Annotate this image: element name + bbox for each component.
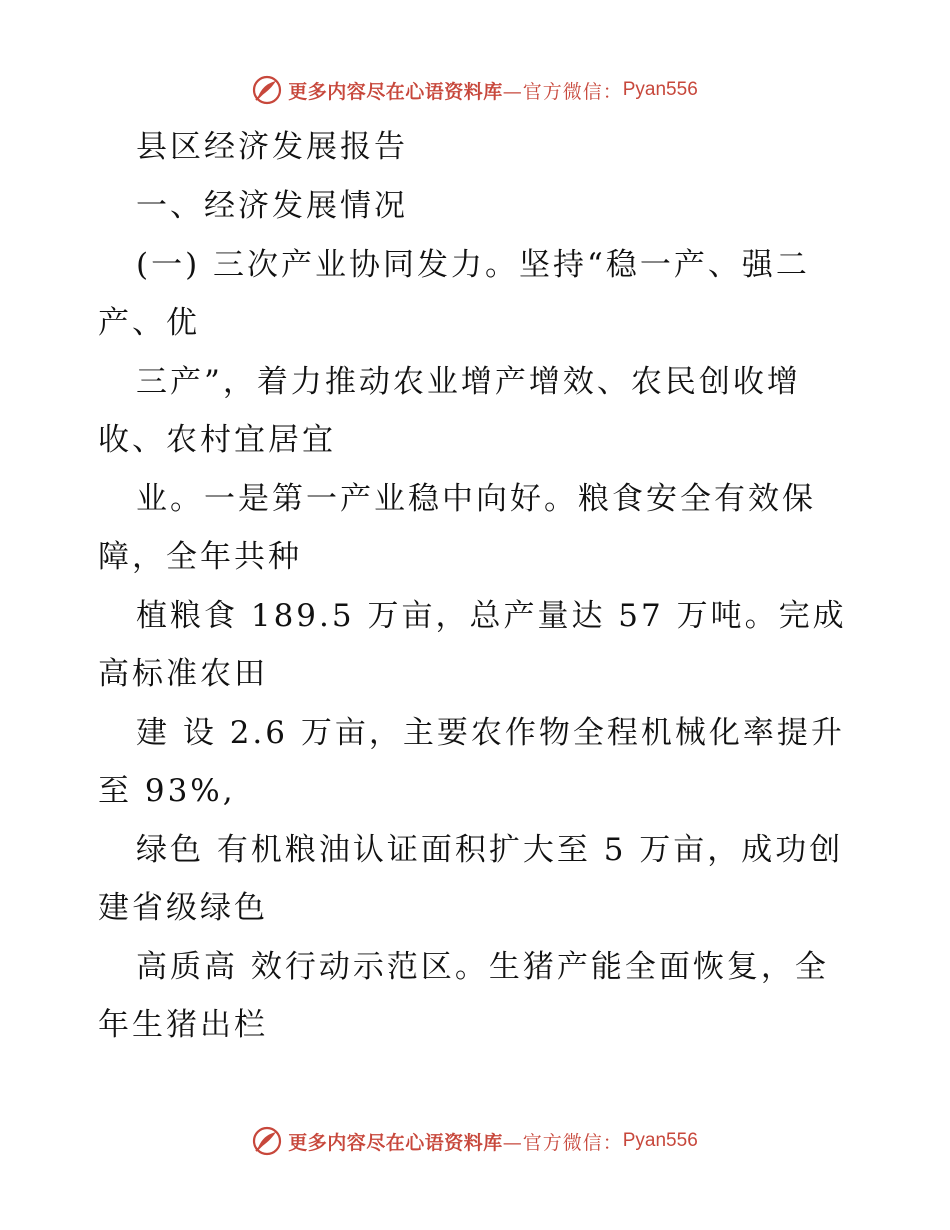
pen-logo-icon: [252, 75, 282, 105]
paragraph-line: 建省级绿色: [98, 890, 268, 926]
paragraph-line: 高标准农田: [98, 656, 268, 692]
header-banner: [0, 70, 950, 110]
paragraph-line: 业。一是第一产业稳中向好。粮食安全有效保: [136, 481, 816, 517]
paragraph-line: 高质高 效行动示范区。生猪产能全面恢复，全: [136, 949, 829, 985]
banner-wechat-id: Pyan556: [622, 1130, 698, 1151]
pen-logo-icon: [252, 1126, 282, 1156]
paragraph-line: 产、优: [98, 305, 200, 341]
paragraph-line: (一) 三次产业协同发力。坚持“稳一产、强二: [136, 247, 810, 283]
document-title: 县区经济发展报告: [136, 129, 408, 165]
footer-banner: [0, 1121, 950, 1161]
section-heading: 一、经济发展情况: [136, 188, 408, 224]
paragraph-line: 障，全年共种: [98, 539, 302, 575]
paragraph-line: 至 93%,: [98, 773, 236, 809]
banner-wechat-id: Pyan556: [622, 79, 698, 100]
paragraph-line: 三产”，着力推动农业增产增效、农民创收增: [136, 364, 801, 400]
paragraph-line: 年生猪出栏: [98, 1007, 268, 1043]
paragraph-line: 绿色 有机粮油认证面积扩大至 5 万亩，成功创: [136, 832, 844, 868]
banner-main-text: 更多内容尽在心语资料库: [288, 80, 503, 103]
paragraph-line: 植粮食 189.5 万亩，总产量达 57 万吨。完成: [136, 598, 847, 634]
banner-sub-text: —官方微信：: [502, 80, 623, 103]
paragraph-line: 收、农村宜居宜: [98, 422, 336, 458]
banner-main-text: 更多内容尽在心语资料库: [288, 1131, 503, 1154]
banner-sub-text: —官方微信：: [502, 1131, 623, 1154]
paragraph-line: 建 设 2.6 万亩，主要农作物全程机械化率提升: [136, 715, 845, 751]
